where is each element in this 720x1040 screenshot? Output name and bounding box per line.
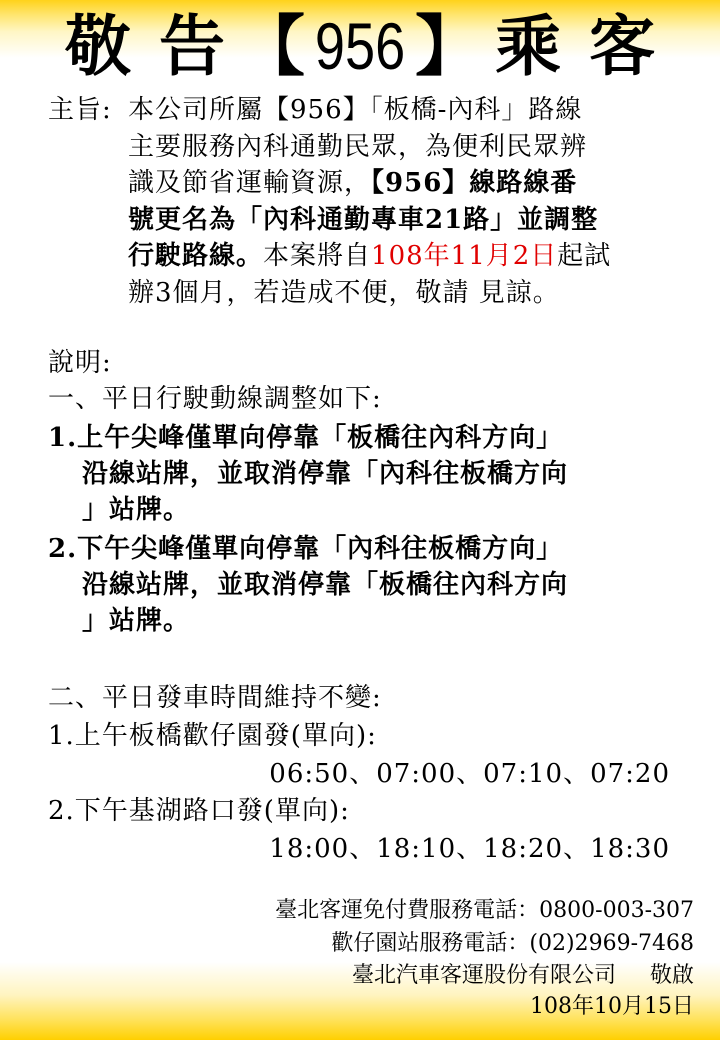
title-char-1: 敬 xyxy=(64,8,131,85)
title-char-3: 乘 xyxy=(495,8,562,85)
notice-title xyxy=(0,6,720,87)
subject-line-5-tail: 起試 xyxy=(557,241,612,271)
title-bracket-close: 】 xyxy=(415,8,482,85)
subject-label: 主旨: xyxy=(48,95,112,125)
title-route-number: 956 xyxy=(314,9,406,83)
closing-text: 敬啟 xyxy=(649,963,694,988)
subject-line-5-normal: 本案將自 xyxy=(263,241,372,271)
title-bracket-open: 【 xyxy=(238,8,305,85)
section-2-item-2-label: 2.下午基湖路口發(單向): xyxy=(48,796,350,826)
section-1-item-1-line-3: 」站牌。 xyxy=(82,495,191,525)
company-signature xyxy=(352,961,694,991)
notice-date: 108年10月15日 xyxy=(530,994,694,1019)
subject-line-6: 辦3個月，若造成不便，敬請 見諒。 xyxy=(128,277,560,308)
title-char-4: 客 xyxy=(589,8,656,85)
trial-start-date: 108年11月2日 xyxy=(371,241,558,271)
section-1-item-1-line-2: 沿線站牌，並取消停靠「內科往板橋方向 xyxy=(82,459,569,489)
section-2-item-1-label: 1.上午板橋歡仔園發(單向): xyxy=(48,721,377,751)
section-2-item-2-times: 18:00、18:10、18:20、18:30 xyxy=(269,834,670,864)
section-1-item-2-line-3: 」站牌。 xyxy=(82,606,191,636)
subject-line-1: 本公司所屬【956】「板橋-內科」路線 xyxy=(128,95,583,125)
subject-line-3-bold: 【956】線路線番 xyxy=(371,168,578,198)
subject-line-3 xyxy=(128,165,577,202)
title-char-2: 告 xyxy=(158,8,225,85)
section-1-heading: 一、平日行駛動線調整如下: xyxy=(48,384,382,414)
section-1-item-2-line-2: 沿線站牌，並取消停靠「板橋往內科方向 xyxy=(82,570,569,600)
section-2-item-1-times: 06:50、07:00、07:10、07:20 xyxy=(269,759,670,789)
subject-line-5 xyxy=(128,238,611,275)
subject-line-3-normal: 識及節省運輸資源， xyxy=(128,168,372,198)
hotline-text: 臺北客運免付費服務電話：0800-003-307 xyxy=(275,898,694,923)
station-phone-text: 歡仔園站服務電話：(02)2969-7468 xyxy=(331,931,694,956)
subject-line-5-bold: 行駛路線。 xyxy=(128,241,264,271)
section-2-heading: 二、平日發車時間維持不變: xyxy=(48,683,382,713)
company-name: 臺北汽車客運股份有限公司 xyxy=(351,963,616,988)
section-1-item-2-line-1: 2.下午尖峰僅單向停靠「內科往板橋方向」 xyxy=(48,534,564,564)
explain-label: 說明: xyxy=(48,348,112,378)
subject-line-2: 主要服務內科通勤民眾，為便利民眾辨 xyxy=(128,131,588,162)
subject-line-4: 號更名為「內科通勤專車21路」並調整 xyxy=(128,204,599,235)
section-1-item-1-line-1: 1.上午尖峰僅單向停靠「板橋往內科方向」 xyxy=(48,423,564,453)
